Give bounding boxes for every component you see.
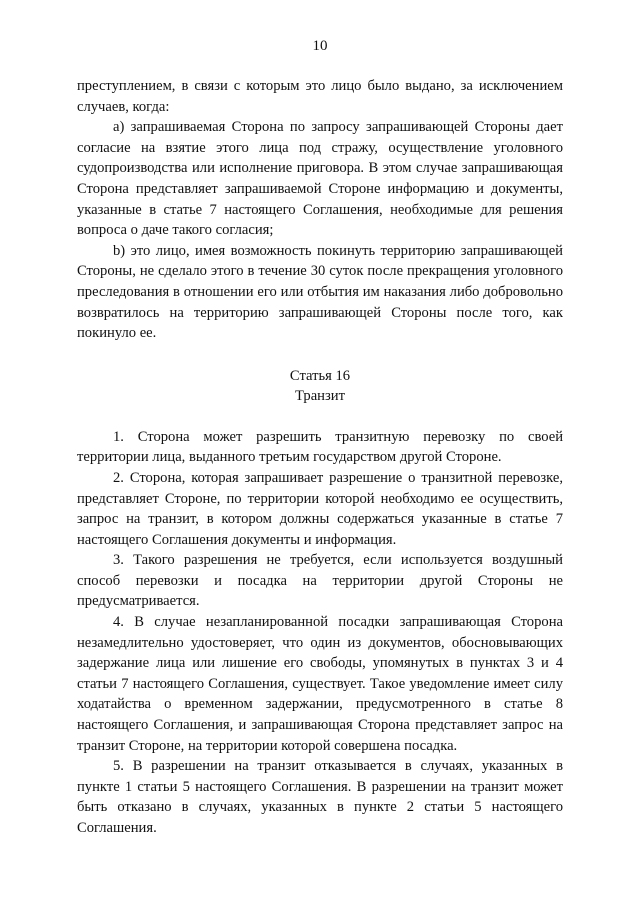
paragraph-continuation: преступлением, в связи с которым это лицо было выдано, за исключением случаев, когда: (77, 78, 563, 115)
document-page (77, 36, 563, 839)
article-paragraph-3: 3. Такого разрешения не требуется, если используется воздушный способ перевозки и посадка на территории другой Стороны не предусматривается. (77, 552, 563, 610)
paragraph-item-a: a) запрашиваемая Сторона по запросу запрашивающей Стороны дает согласие на взятие этого лица под стражу, осуществление уголовного судопроизводства или исполнение приговора. В этом случае запрашивающая Сторона представляет запрашиваемой Стороне информацию и документы, указанные в статье 7 настоящего Соглашения, необходимые для решения вопроса о даче такого согласия; (77, 119, 563, 239)
page-number: 10 (312, 38, 328, 54)
article-paragraph-1: 1. Сторона может разрешить транзитную перевозку по своей территории лица, выданного третьим государством другой Стороне. (77, 428, 563, 466)
article-title: Транзит (295, 387, 345, 404)
article-heading: Статья 16 (289, 367, 351, 384)
paragraph-item-b: b) это лицо, имея возможность покинуть территорию запрашивающей Стороны, не сделало этого в течение 30 суток после прекращения уголовного преследования в отношении его или отбытия им наказания либо добровольно возвратилось на территорию запрашивающей Стороны после того, как покинуло ее. (77, 242, 563, 342)
article-paragraph-4: 4. В случае незапланированной посадки запрашивающая Сторона незамедлительно удостоверяет, что один из документов, обосновывающих задержание лица или лишение его свободы, упомянутых в пунктах 3 и 4 статьи 7 настоящего Соглашения, существует. Такое уведомление имеет силу ходатайства о временном задержании, предусмотренного в статье 8 настоящего Соглашения, и запрашивающая Сторона представляет запрос на транзит Стороне, на территории которой совершена посадка. (77, 614, 563, 754)
article-paragraph-5: 5. В разрешении на транзит отказывается в случаях, указанных в пункте 1 статьи 5 настоящего Соглашения. В разрешении на транзит может быть отказано в случаях, указанных в пункте 2 статьи 5 настоящего Соглашения. (77, 758, 563, 836)
article-paragraph-2: 2. Сторона, которая запрашивает разрешение о транзитной перевозке, представляет Стороне, по территории которой необходимо ее осуществить, запрос на транзит, в котором должны содержаться указанные в статье 7 настоящего Соглашения документы и информация. (77, 469, 563, 548)
